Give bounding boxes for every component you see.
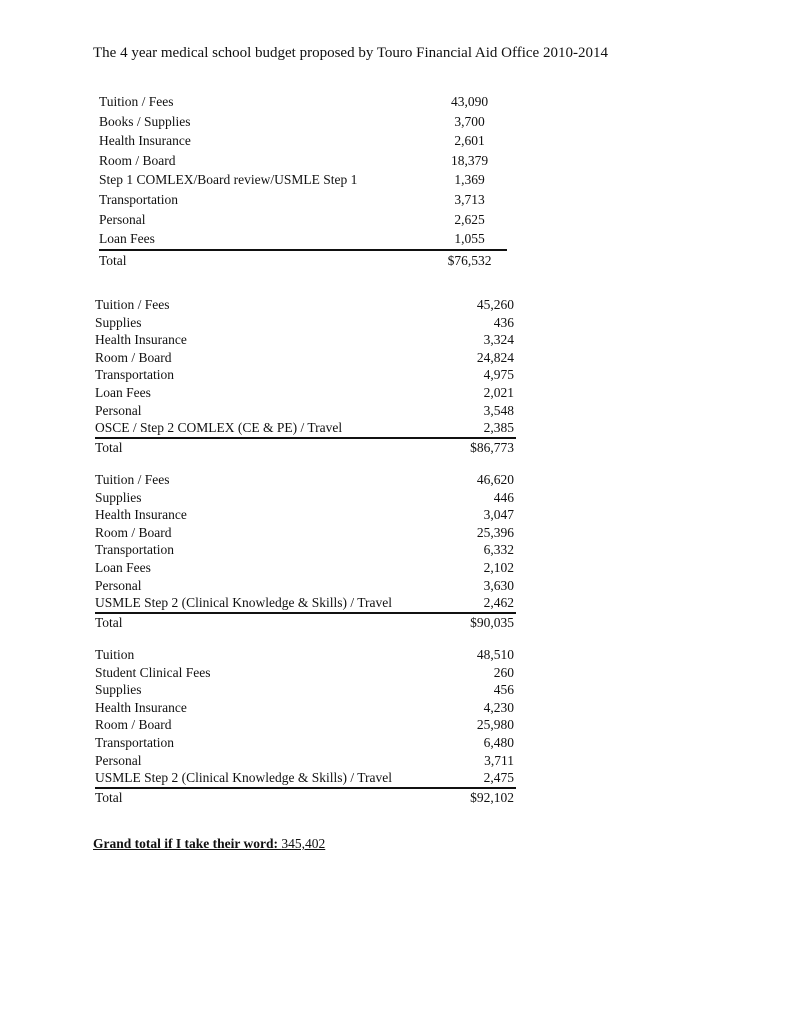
item-label: Transportation <box>95 542 175 558</box>
table-row <box>95 699 516 717</box>
item-label: Tuition / Fees <box>95 472 170 487</box>
item-label: Room / Board <box>95 717 172 733</box>
item-value: 18,379 <box>450 152 489 168</box>
item-value: 456 <box>493 682 514 698</box>
table-row <box>95 402 516 420</box>
item-value: 3,630 <box>483 577 514 593</box>
grand-total-label: Grand total if I take their word: <box>93 836 278 851</box>
table-row <box>95 734 516 752</box>
table-row <box>95 314 516 332</box>
item-value: 1,369 <box>454 172 485 188</box>
item-value: 6,332 <box>483 542 514 558</box>
item-label: OSCE / Step 2 COMLEX (CE & PE) / Travel <box>95 420 343 436</box>
item-value: 25,980 <box>476 717 514 733</box>
item-label: Health Insurance <box>95 507 187 523</box>
item-label: Tuition / Fees <box>99 94 174 109</box>
table-row <box>95 471 516 489</box>
item-label: Health Insurance <box>95 332 187 348</box>
item-value: 2,021 <box>483 384 514 400</box>
item-label: Supplies <box>95 489 142 505</box>
table-row <box>95 541 516 559</box>
item-value: 2,385 <box>483 420 514 436</box>
item-value: 24,824 <box>476 349 514 365</box>
year-1-budget-table <box>99 92 507 270</box>
table-row <box>95 769 516 787</box>
year-2-budget-table <box>95 296 516 456</box>
item-value: 3,700 <box>454 113 485 129</box>
item-value: 2,601 <box>454 133 485 149</box>
total-row <box>99 249 507 271</box>
item-label: Step 1 COMLEX/Board review/USMLE Step 1 <box>99 172 358 188</box>
item-label: Transportation <box>95 367 175 383</box>
item-value: 6,480 <box>483 734 514 750</box>
year-3-budget-table <box>95 471 516 631</box>
item-label: Tuition / Fees <box>95 297 170 312</box>
item-label: Student Clinical Fees <box>95 664 211 680</box>
item-label: Room / Board <box>95 349 172 365</box>
item-label: Health Insurance <box>99 133 191 149</box>
grand-total-value: 345,402 <box>281 836 326 851</box>
total-row <box>95 787 516 807</box>
table-row <box>99 131 507 151</box>
item-value: 43,090 <box>450 94 489 109</box>
table-row <box>95 664 516 682</box>
item-value: 45,260 <box>476 297 514 312</box>
table-row <box>99 210 507 230</box>
total-value: $86,773 <box>470 439 514 455</box>
item-label: Personal <box>95 402 142 418</box>
item-label: Supplies <box>95 314 142 330</box>
table-row <box>95 384 516 402</box>
table-row <box>99 151 507 171</box>
table-row <box>95 681 516 699</box>
grand-total <box>93 836 325 852</box>
table-row <box>99 229 507 249</box>
table-row <box>99 190 507 210</box>
table-row <box>95 349 516 367</box>
item-label: Transportation <box>99 191 179 207</box>
table-row <box>95 752 516 770</box>
item-value: 3,548 <box>483 402 514 418</box>
total-value: $90,035 <box>470 614 514 630</box>
table-row <box>95 646 516 664</box>
item-label: Loan Fees <box>99 231 155 247</box>
item-label: Personal <box>95 752 142 768</box>
total-label: Total <box>95 439 123 455</box>
item-value: 25,396 <box>476 524 514 540</box>
table-row <box>95 489 516 507</box>
table-row <box>99 170 507 190</box>
item-value: 3,047 <box>483 507 514 523</box>
total-row <box>95 612 516 632</box>
table-row <box>95 419 516 437</box>
item-value: 260 <box>493 664 514 680</box>
item-label: USMLE Step 2 (Clinical Knowledge & Skills) / Travel <box>95 595 392 611</box>
table-row <box>95 366 516 384</box>
item-label: Health Insurance <box>95 699 187 715</box>
item-label: Books / Supplies <box>99 113 191 129</box>
item-value: 1,055 <box>454 231 485 247</box>
item-value: 3,713 <box>454 191 485 207</box>
total-label: Total <box>99 252 127 268</box>
total-row <box>95 437 516 457</box>
item-label: USMLE Step 2 (Clinical Knowledge & Skills) / Travel <box>95 770 392 786</box>
table-row <box>99 92 507 112</box>
total-label: Total <box>95 789 123 805</box>
item-label: Loan Fees <box>95 559 151 575</box>
item-value: 46,620 <box>476 472 514 487</box>
table-row <box>95 524 516 542</box>
item-value: 436 <box>493 314 514 330</box>
table-row <box>95 331 516 349</box>
item-label: Loan Fees <box>95 384 151 400</box>
table-row <box>95 594 516 612</box>
item-label: Supplies <box>95 682 142 698</box>
table-row <box>99 112 507 132</box>
document-title: The 4 year medical school budget proposed by Touro Financial Aid Office 2010-2014 <box>93 45 608 61</box>
item-value: 4,230 <box>483 699 514 715</box>
year-4-budget-table <box>95 646 516 806</box>
total-label: Total <box>95 614 123 630</box>
item-label: Room / Board <box>95 524 172 540</box>
item-label: Personal <box>95 577 142 593</box>
table-row <box>95 559 516 577</box>
item-value: 2,625 <box>454 211 485 227</box>
item-label: Room / Board <box>99 152 176 168</box>
total-value: $76,532 <box>447 252 492 268</box>
item-value: 48,510 <box>476 647 514 662</box>
item-value: 4,975 <box>483 367 514 383</box>
item-label: Tuition <box>95 647 135 662</box>
total-value: $92,102 <box>470 789 514 805</box>
table-row <box>95 506 516 524</box>
item-label: Transportation <box>95 734 175 750</box>
item-value: 2,475 <box>483 770 514 786</box>
item-value: 2,462 <box>483 595 514 611</box>
item-value: 3,711 <box>484 752 514 768</box>
item-label: Personal <box>99 211 146 227</box>
table-row <box>95 577 516 595</box>
item-value: 2,102 <box>483 559 514 575</box>
table-row <box>95 716 516 734</box>
table-row <box>95 296 516 314</box>
item-value: 3,324 <box>483 332 514 348</box>
item-value: 446 <box>493 489 514 505</box>
